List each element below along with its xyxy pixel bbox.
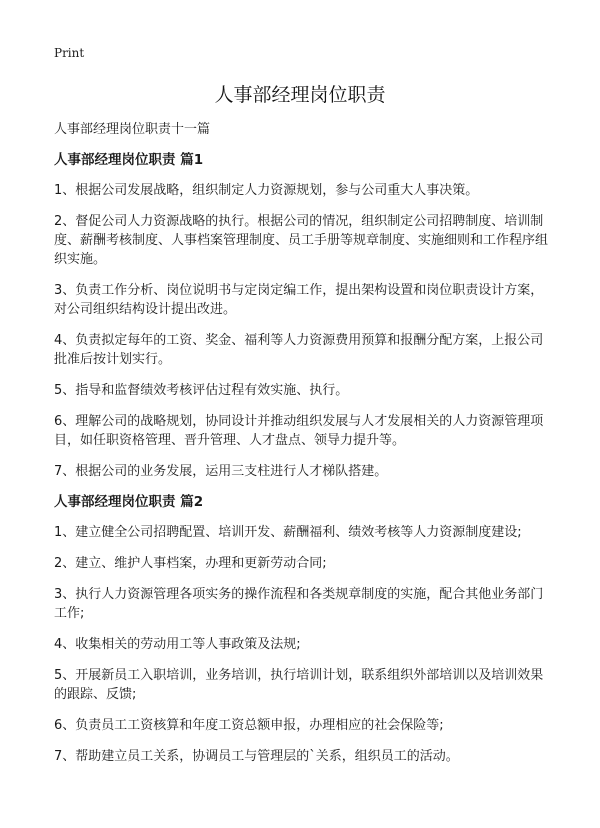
list-item: 6、负责员工工资核算和年度工资总额申报，办理相应的社会保险等; — [54, 718, 444, 733]
list-item: 6、理解公司的战略规划，协同设计并推动组织发展与人才发展相关的人力资源管理项目，如任职资格管理、晋升管理、人才盘点、领导力提升等。 — [54, 414, 544, 448]
list-item: 4、收集相关的劳动用工等人事政策及法规; — [54, 637, 301, 652]
list-item: 1、建立健全公司招聘配置、培训开发、薪酬福利、绩效考核等人力资源制度建设; — [54, 525, 522, 540]
list-item: 7、帮助建立员工关系，协调员工与管理层的`关系，组织员工的活动。 — [54, 749, 459, 764]
section-heading: 人事部经理岗位职责 篇2 — [54, 494, 204, 510]
list-item: 4、负责拟定每年的工资、奖金、福利等人力资源费用预算和报酬分配方案，上报公司批准后按计划实行。 — [54, 333, 544, 367]
list-item: 3、执行人力资源管理各项实务的操作流程和各类规章制度的实施，配合其他业务部门工作; — [54, 587, 544, 621]
document-subtitle: 人事部经理岗位职责十一篇 — [54, 122, 211, 137]
section-heading: 人事部经理岗位职责 篇1 — [54, 152, 204, 168]
list-item: 1、根据公司发展战略，组织制定人力资源规划，参与公司重大人事决策。 — [54, 183, 479, 198]
list-item: 5、指导和监督绩效考核评估过程有效实施、执行。 — [54, 383, 349, 398]
document-body — [54, 121, 550, 778]
list-item: 5、开展新员工入职培训，业务培训，执行培训计划，联系组织外部培训以及培训效果的跟踪、反馈; — [54, 668, 544, 702]
list-item: 3、负责工作分析、岗位说明书与定岗定编工作，提出架构设置和岗位职责设计方案，对公司组织结构设计提出改进。 — [54, 283, 544, 317]
list-item: 2、建立、维护人事档案，办理和更新劳动合同; — [54, 556, 327, 571]
print-link[interactable]: Print — [54, 46, 85, 60]
list-item: 2、督促公司人力资源战略的执行。根据公司的情况，组织制定公司招聘制度、培训制度、薪酬考核制度、人事档案管理制度、员工手册等规章制度、实施细则和工作程序组织实施。 — [54, 214, 549, 267]
list-item: 7、根据公司的业务发展，运用三支柱进行人才梯队搭建。 — [54, 464, 388, 479]
page-title: 人事部经理岗位职责 — [214, 84, 386, 106]
